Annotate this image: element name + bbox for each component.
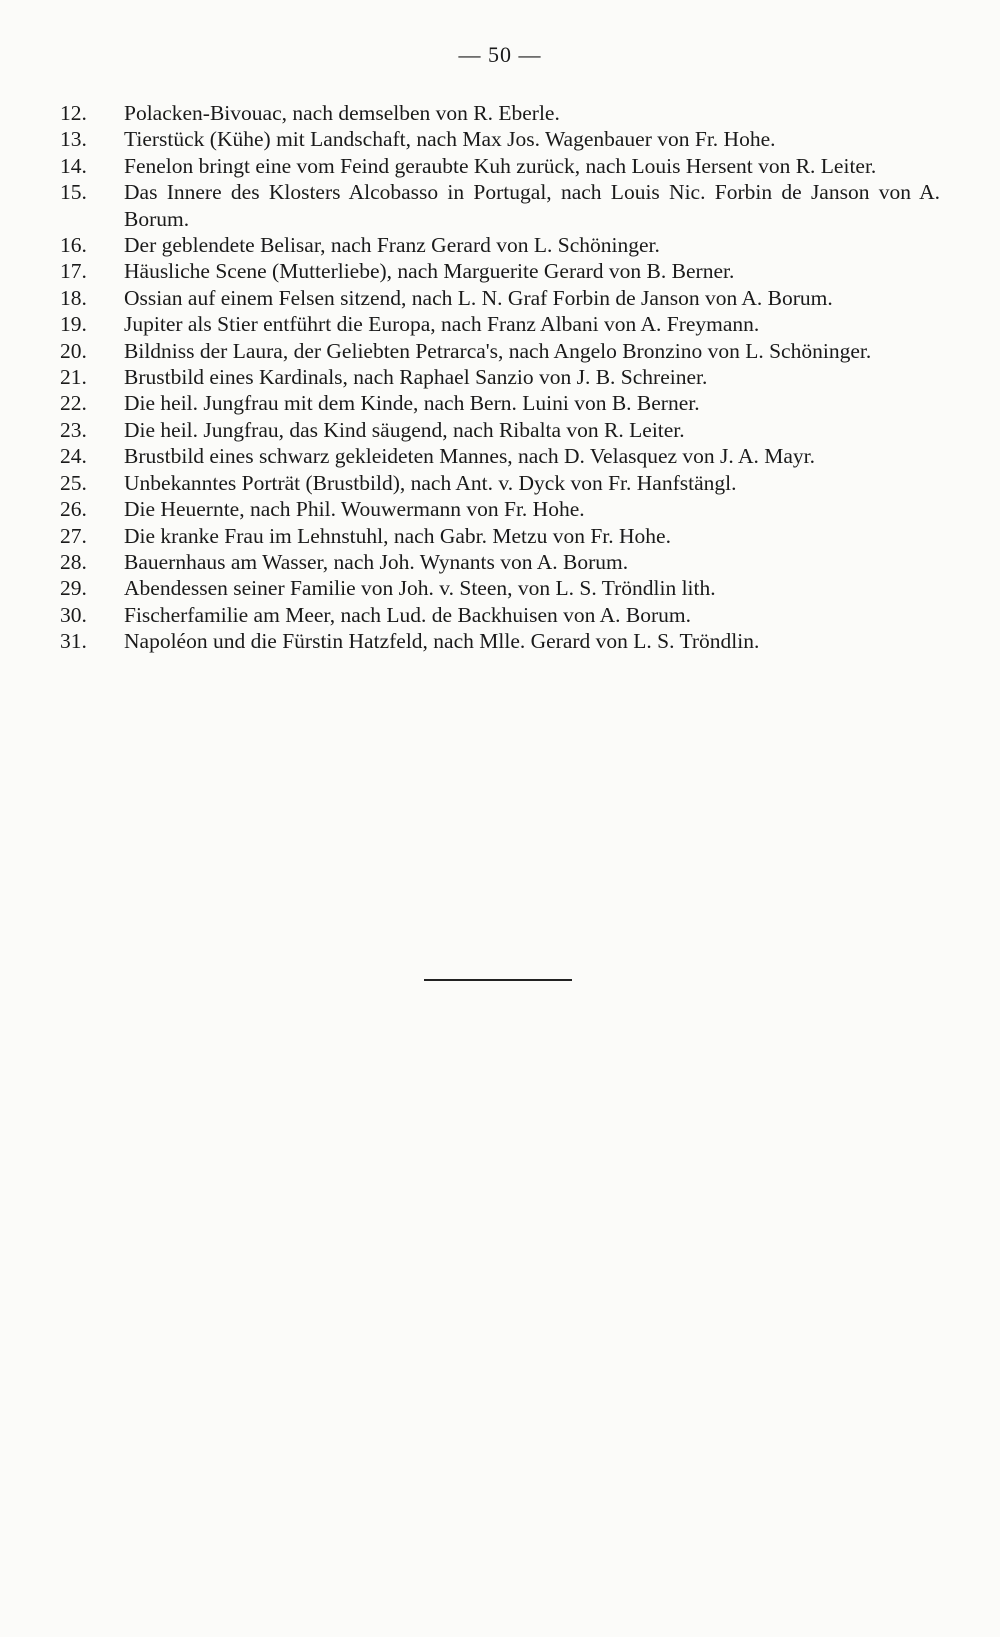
catalog-entry [60, 100, 940, 126]
catalog-entry [60, 470, 940, 496]
entry-text: Bildniss der Laura, der Geliebten Petrarca's, nach Angelo Bronzino von L. Schöninger. [124, 338, 872, 363]
catalog-entry [60, 602, 940, 628]
entry-text: Das Innere des Klosters Alcobasso in Portugal, nach Louis Nic. Forbin de Janson von A. Borum. [124, 180, 940, 231]
entry-number: 17. [60, 259, 87, 284]
catalog-entry [60, 258, 940, 284]
catalog-entry [60, 549, 940, 575]
entry-text: Brustbild eines Kardinals, nach Raphael Sanzio von J. B. Schreiner. [124, 365, 708, 390]
catalog-entry [60, 338, 940, 364]
catalog-entry [60, 285, 940, 311]
entry-number: 29. [60, 576, 87, 601]
entry-number: 12. [60, 101, 87, 125]
entry-number: 15. [60, 180, 87, 205]
entry-text: Jupiter als Stier entführt die Europa, nach Franz Albani von A. Freymann. [124, 312, 760, 337]
entry-number: 14. [60, 153, 87, 178]
entry-text: Brustbild eines schwarz gekleideten Mannes, nach D. Velasquez von J. A. Mayr. [124, 444, 816, 469]
entry-number: 20. [60, 338, 87, 363]
catalog-entry [60, 153, 940, 179]
entry-number: 19. [60, 312, 87, 337]
entry-text: Fenelon bringt eine vom Feind geraubte Kuh zurück, nach Louis Hersent von R. Leiter. [124, 153, 877, 178]
entry-number: 27. [60, 523, 87, 548]
catalog-entry [60, 311, 940, 337]
entry-text: Tierstück (Kühe) mit Landschaft, nach Max Jos. Wagenbauer von Fr. Hohe. [124, 127, 776, 152]
catalog-entry [60, 126, 940, 152]
entry-number: 13. [60, 127, 87, 152]
catalog-entry [60, 523, 940, 549]
entry-text: Die heil. Jungfrau, das Kind säugend, nach Ribalta von R. Leiter. [124, 417, 685, 442]
catalog-entry [60, 496, 940, 522]
entry-number: 21. [60, 365, 87, 390]
entry-number: 30. [60, 602, 87, 627]
entry-text: Unbekanntes Porträt (Brustbild), nach Ant. v. Dyck von Fr. Hanfstängl. [124, 470, 737, 495]
entry-number: 22. [60, 391, 87, 416]
entry-text: Ossian auf einem Felsen sitzend, nach L. N. Graf Forbin de Janson von A. Borum. [124, 285, 833, 310]
entry-text: Napoléon und die Fürstin Hatzfeld, nach Mlle. Gerard von L. S. Tröndlin. [124, 629, 760, 654]
entry-number: 28. [60, 549, 87, 574]
entry-number: 26. [60, 497, 87, 522]
catalog-entry [60, 628, 940, 654]
entry-text: Die heil. Jungfrau mit dem Kinde, nach Bern. Luini von B. Berner. [124, 391, 700, 416]
catalog-entry [60, 364, 940, 390]
entry-number: 18. [60, 285, 87, 310]
entry-number: 23. [60, 417, 87, 442]
entry-number: 24. [60, 444, 87, 469]
catalog-entry [60, 179, 940, 232]
entry-number: 16. [60, 233, 87, 258]
entry-text: Abendessen seiner Familie von Joh. v. Steen, von L. S. Tröndlin lith. [124, 576, 716, 601]
catalog-list [60, 100, 940, 655]
entry-text: Die kranke Frau im Lehnstuhl, nach Gabr. Metzu von Fr. Hohe. [124, 523, 671, 548]
end-rule-divider [424, 979, 572, 981]
catalog-entry [60, 575, 940, 601]
page-number: — 50 — [458, 42, 542, 67]
entry-text: Der geblendete Belisar, nach Franz Gerard von L. Schöninger. [124, 233, 660, 258]
catalog-entry [60, 443, 940, 469]
entry-number: 25. [60, 470, 87, 495]
entry-text: Häusliche Scene (Mutterliebe), nach Marguerite Gerard von B. Berner. [124, 259, 735, 284]
catalog-entry [60, 232, 940, 258]
entry-text: Bauernhaus am Wasser, nach Joh. Wynants von A. Borum. [124, 549, 629, 574]
entry-text: Fischerfamilie am Meer, nach Lud. de Backhuisen von A. Borum. [124, 602, 691, 627]
entry-text: Die Heuernte, nach Phil. Wouwermann von Fr. Hohe. [124, 497, 585, 522]
entry-text: Polacken-Bivouac, nach demselben von R. Eberle. [124, 101, 560, 125]
catalog-entry [60, 390, 940, 416]
entry-number: 31. [60, 629, 87, 654]
catalog-entry [60, 417, 940, 443]
